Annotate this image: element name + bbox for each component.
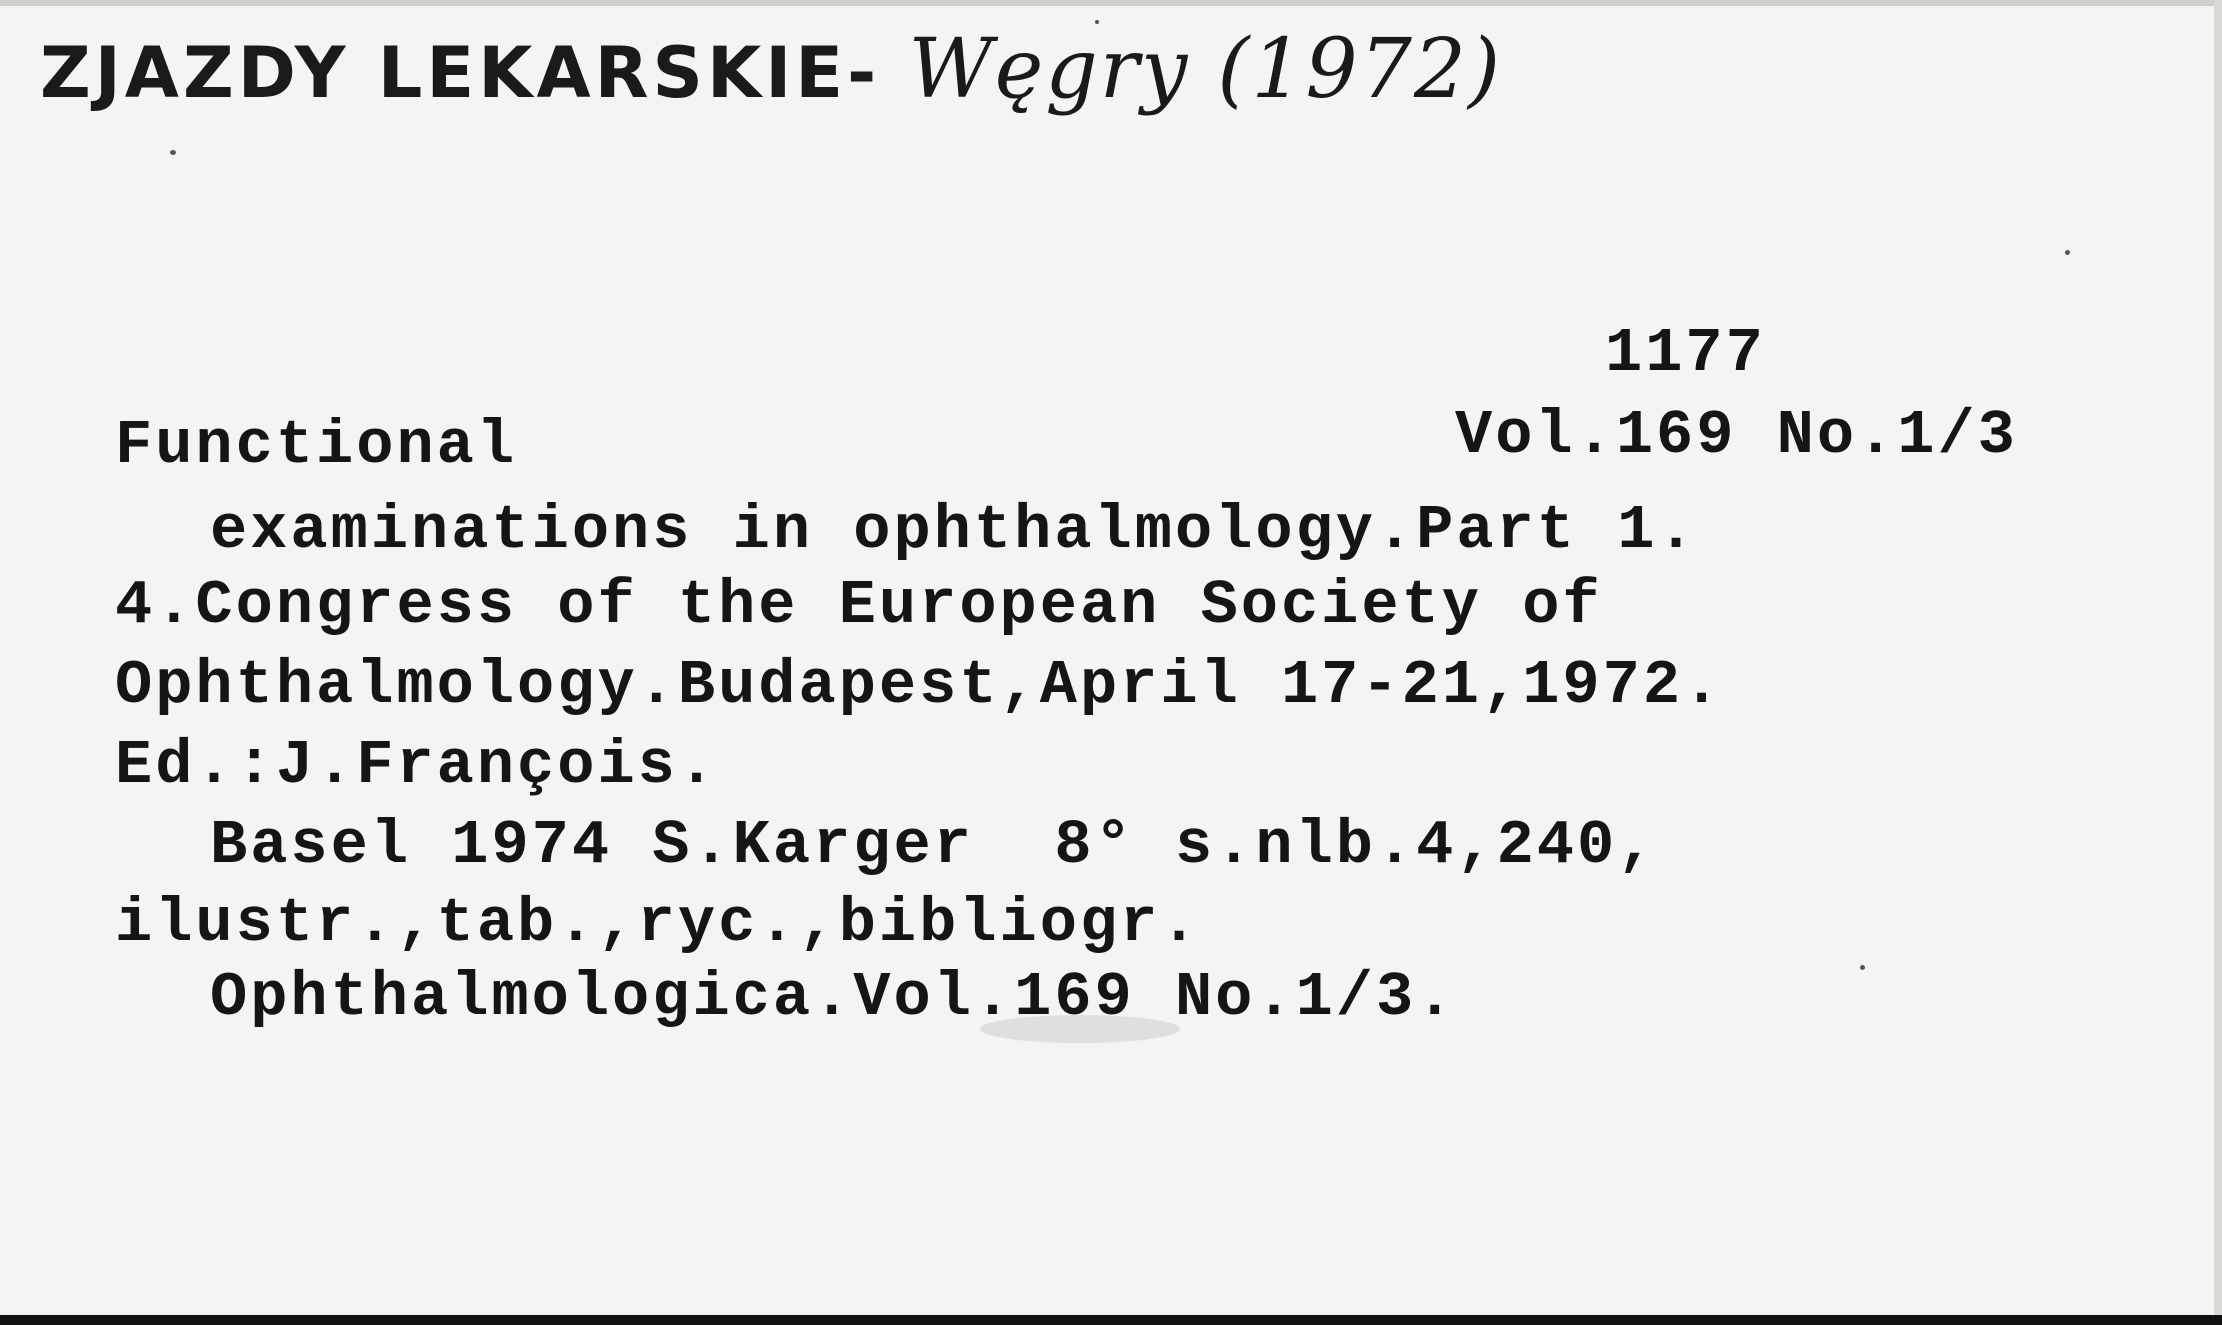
card-bottom-edge [0,1315,2222,1325]
card-right-edge [2214,0,2222,1325]
series-line: Ophthalmologica.Vol.169 No.1/3. [210,962,1457,1033]
illustrations-line: ilustr.,tab.,ryc.,bibliogr. [115,888,1201,959]
ink-speck [1860,965,1865,970]
imprint-line: Basel 1974 S.Karger 8° s.nlb.4,240, [210,810,1658,881]
subject-heading-handwritten: Węgry (1972) [908,22,1503,117]
editor-line: Ed.:J.François. [115,730,719,801]
subject-heading-caps: ZJAZDY LEKARSKIE- [40,32,909,114]
title-first-word: Functional [115,410,518,481]
ink-speck [2065,250,2070,255]
ink-smudge [980,1015,1180,1043]
congress-line: 4.Congress of the European Society of [115,570,1603,641]
ink-speck [170,150,176,155]
title-continuation: examinations in ophthalmology.Part 1. [210,495,1698,566]
card-number: 1177 [1605,318,1766,389]
card-top-edge [0,0,2222,6]
subject-heading [40,22,1502,117]
congress-place-date: Ophthalmology.Budapest,April 17-21,1972. [115,650,1724,721]
volume-reference: Vol.169 No.1/3 [1455,400,2018,471]
